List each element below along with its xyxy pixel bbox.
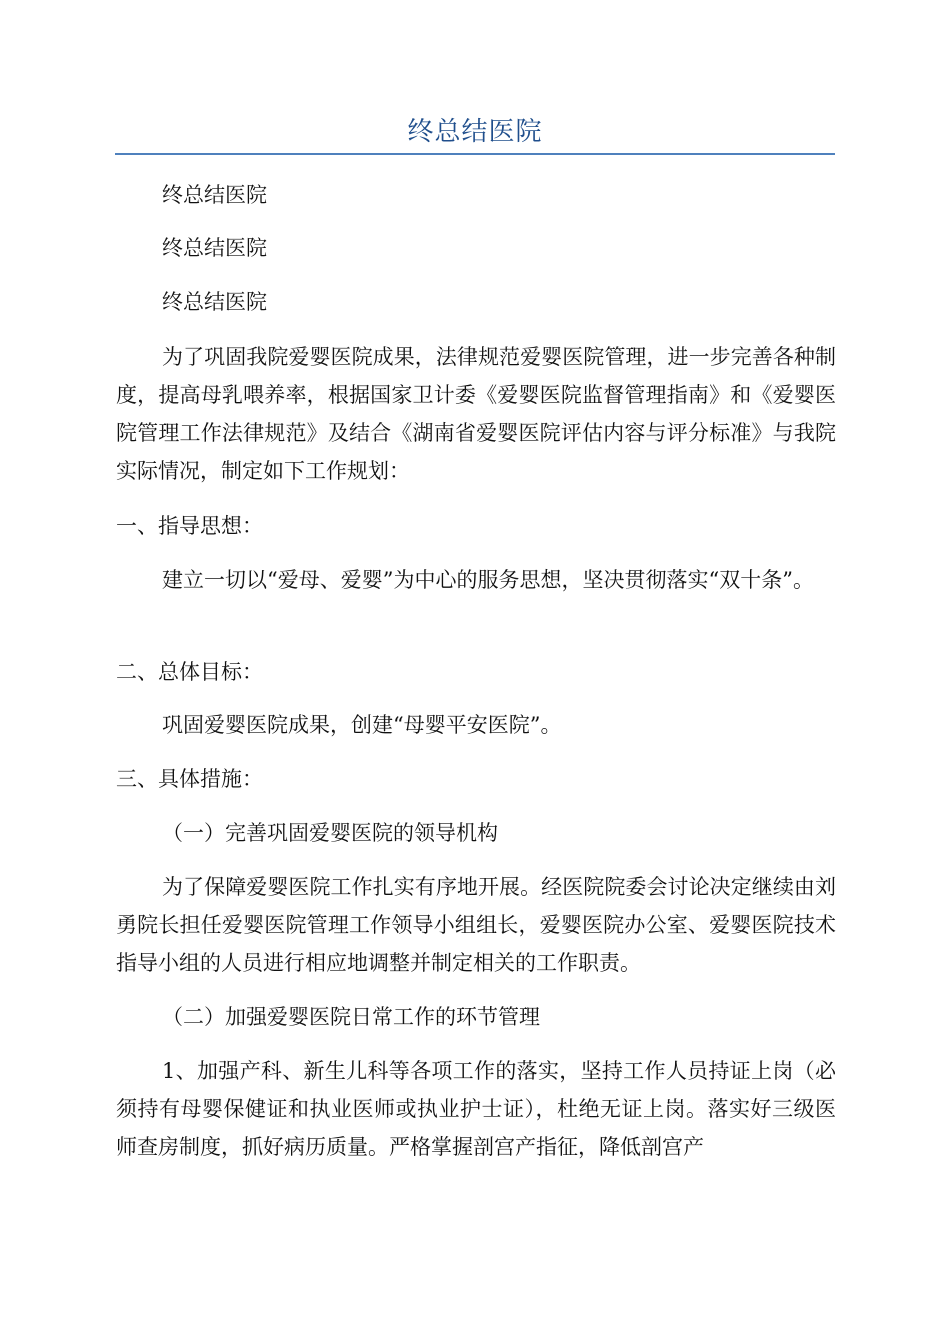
section-2-heading: 二、总体目标： — [116, 660, 263, 684]
subheading-2: 终总结医院 — [162, 236, 267, 260]
title-underline — [115, 153, 835, 155]
item-1-body: 1、加强产科、新生儿科等各项工作的落实，坚持工作人员持证上岗（必须持有母婴保健证和执业医师或执业护士证），杜绝无证上岗。落实好三级医师查房制度，抓好病历质量。严格掌握剖宫产指征，降低剖宫产 — [116, 1059, 836, 1159]
section-1-heading: 一、指导思想： — [116, 514, 263, 538]
intro-paragraph: 为了巩固我院爱婴医院成果，法律规范爱婴医院管理，进一步完善各种制度，提高母乳喂养率，根据国家卫计委《爱婴医院监督管理指南》和《爱婴医院管理工作法律规范》及结合《湖南省爱婴医院评估内容与评分标准》与我院实际情况，制定如下工作规划： — [116, 345, 836, 483]
subsection-2-heading: （二）加强爱婴医院日常工作的环节管理 — [162, 1005, 540, 1029]
subsection-1-heading: （一）完善巩固爱婴医院的领导机构 — [162, 821, 498, 845]
section-1-body: 建立一切以“爱母、爱婴”为中心的服务思想，坚决贯彻落实“双十条”。 — [162, 568, 814, 592]
section-2-body: 巩固爱婴医院成果，创建“母婴平安医院”。 — [162, 713, 562, 737]
subheading-3: 终总结医院 — [162, 290, 267, 314]
subsection-1-body: 为了保障爱婴医院工作扎实有序地开展。经医院院委会讨论决定继续由刘勇院长担任爱婴医院管理工作领导小组组长，爱婴医院办公室、爱婴医院技术指导小组的人员进行相应地调整并制定相关的工作职责。 — [116, 875, 836, 975]
section-3-heading: 三、具体措施： — [116, 767, 263, 791]
subheading-1: 终总结医院 — [162, 183, 267, 207]
document-title: 终总结医院 — [407, 117, 543, 147]
